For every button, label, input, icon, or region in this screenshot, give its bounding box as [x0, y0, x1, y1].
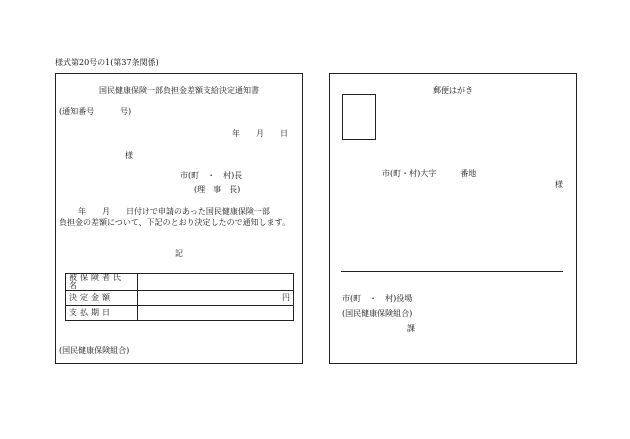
notice-body-line-1: 年 月 日付けで申請のあった国民健康保険一部	[78, 207, 270, 216]
issuer-mayor: 市(町 ・ 村)長	[180, 171, 243, 180]
table-label-insured-name: 被保険者氏名	[66, 274, 138, 291]
divider-line	[341, 271, 563, 272]
notice-footer-union: (国民健康保険組合)	[59, 346, 130, 355]
addressee-suffix: 様	[125, 151, 133, 160]
notice-number-suffix: 号)	[120, 107, 132, 116]
notice-ki-heading: 記	[175, 249, 183, 258]
form-number-label: 様式第20号の1(第37条関係)	[55, 58, 159, 67]
table-label-decided-amount: 決定金額	[66, 291, 138, 306]
stamp-box	[342, 94, 376, 140]
table-row	[66, 274, 294, 291]
table-row	[66, 291, 294, 306]
postcard-address-line: 市(町・村)大字 番地	[382, 169, 477, 178]
notice-number-label: (通知番号	[59, 107, 95, 116]
table-label-payment-date: 支払期日	[66, 306, 138, 321]
postcard-title: 郵便はがき	[433, 86, 473, 95]
notice-date-line: 年 月 日	[232, 129, 288, 138]
issuer-chairman: (理 事 長)	[194, 185, 241, 194]
table-row	[66, 306, 294, 321]
sender-union: (国民健康保険組合)	[342, 309, 413, 318]
notice-card	[55, 73, 303, 364]
postcard-addressee-suffix: 様	[555, 180, 563, 189]
sender-section: 課	[407, 324, 415, 333]
table-value-insured-name	[138, 274, 294, 291]
sender-office: 市(町 ・ 村)役場	[342, 294, 413, 303]
postcard-card	[329, 73, 577, 364]
notice-title: 国民健康保険一部負担金差額支給決定通知書	[99, 86, 259, 95]
table-value-decided-amount: 円	[138, 291, 294, 306]
decision-table	[65, 273, 294, 321]
notice-body-line-2: 負担金の差額について、下記のとおり決定したので通知します。	[59, 218, 291, 227]
table-value-payment-date	[138, 306, 294, 321]
